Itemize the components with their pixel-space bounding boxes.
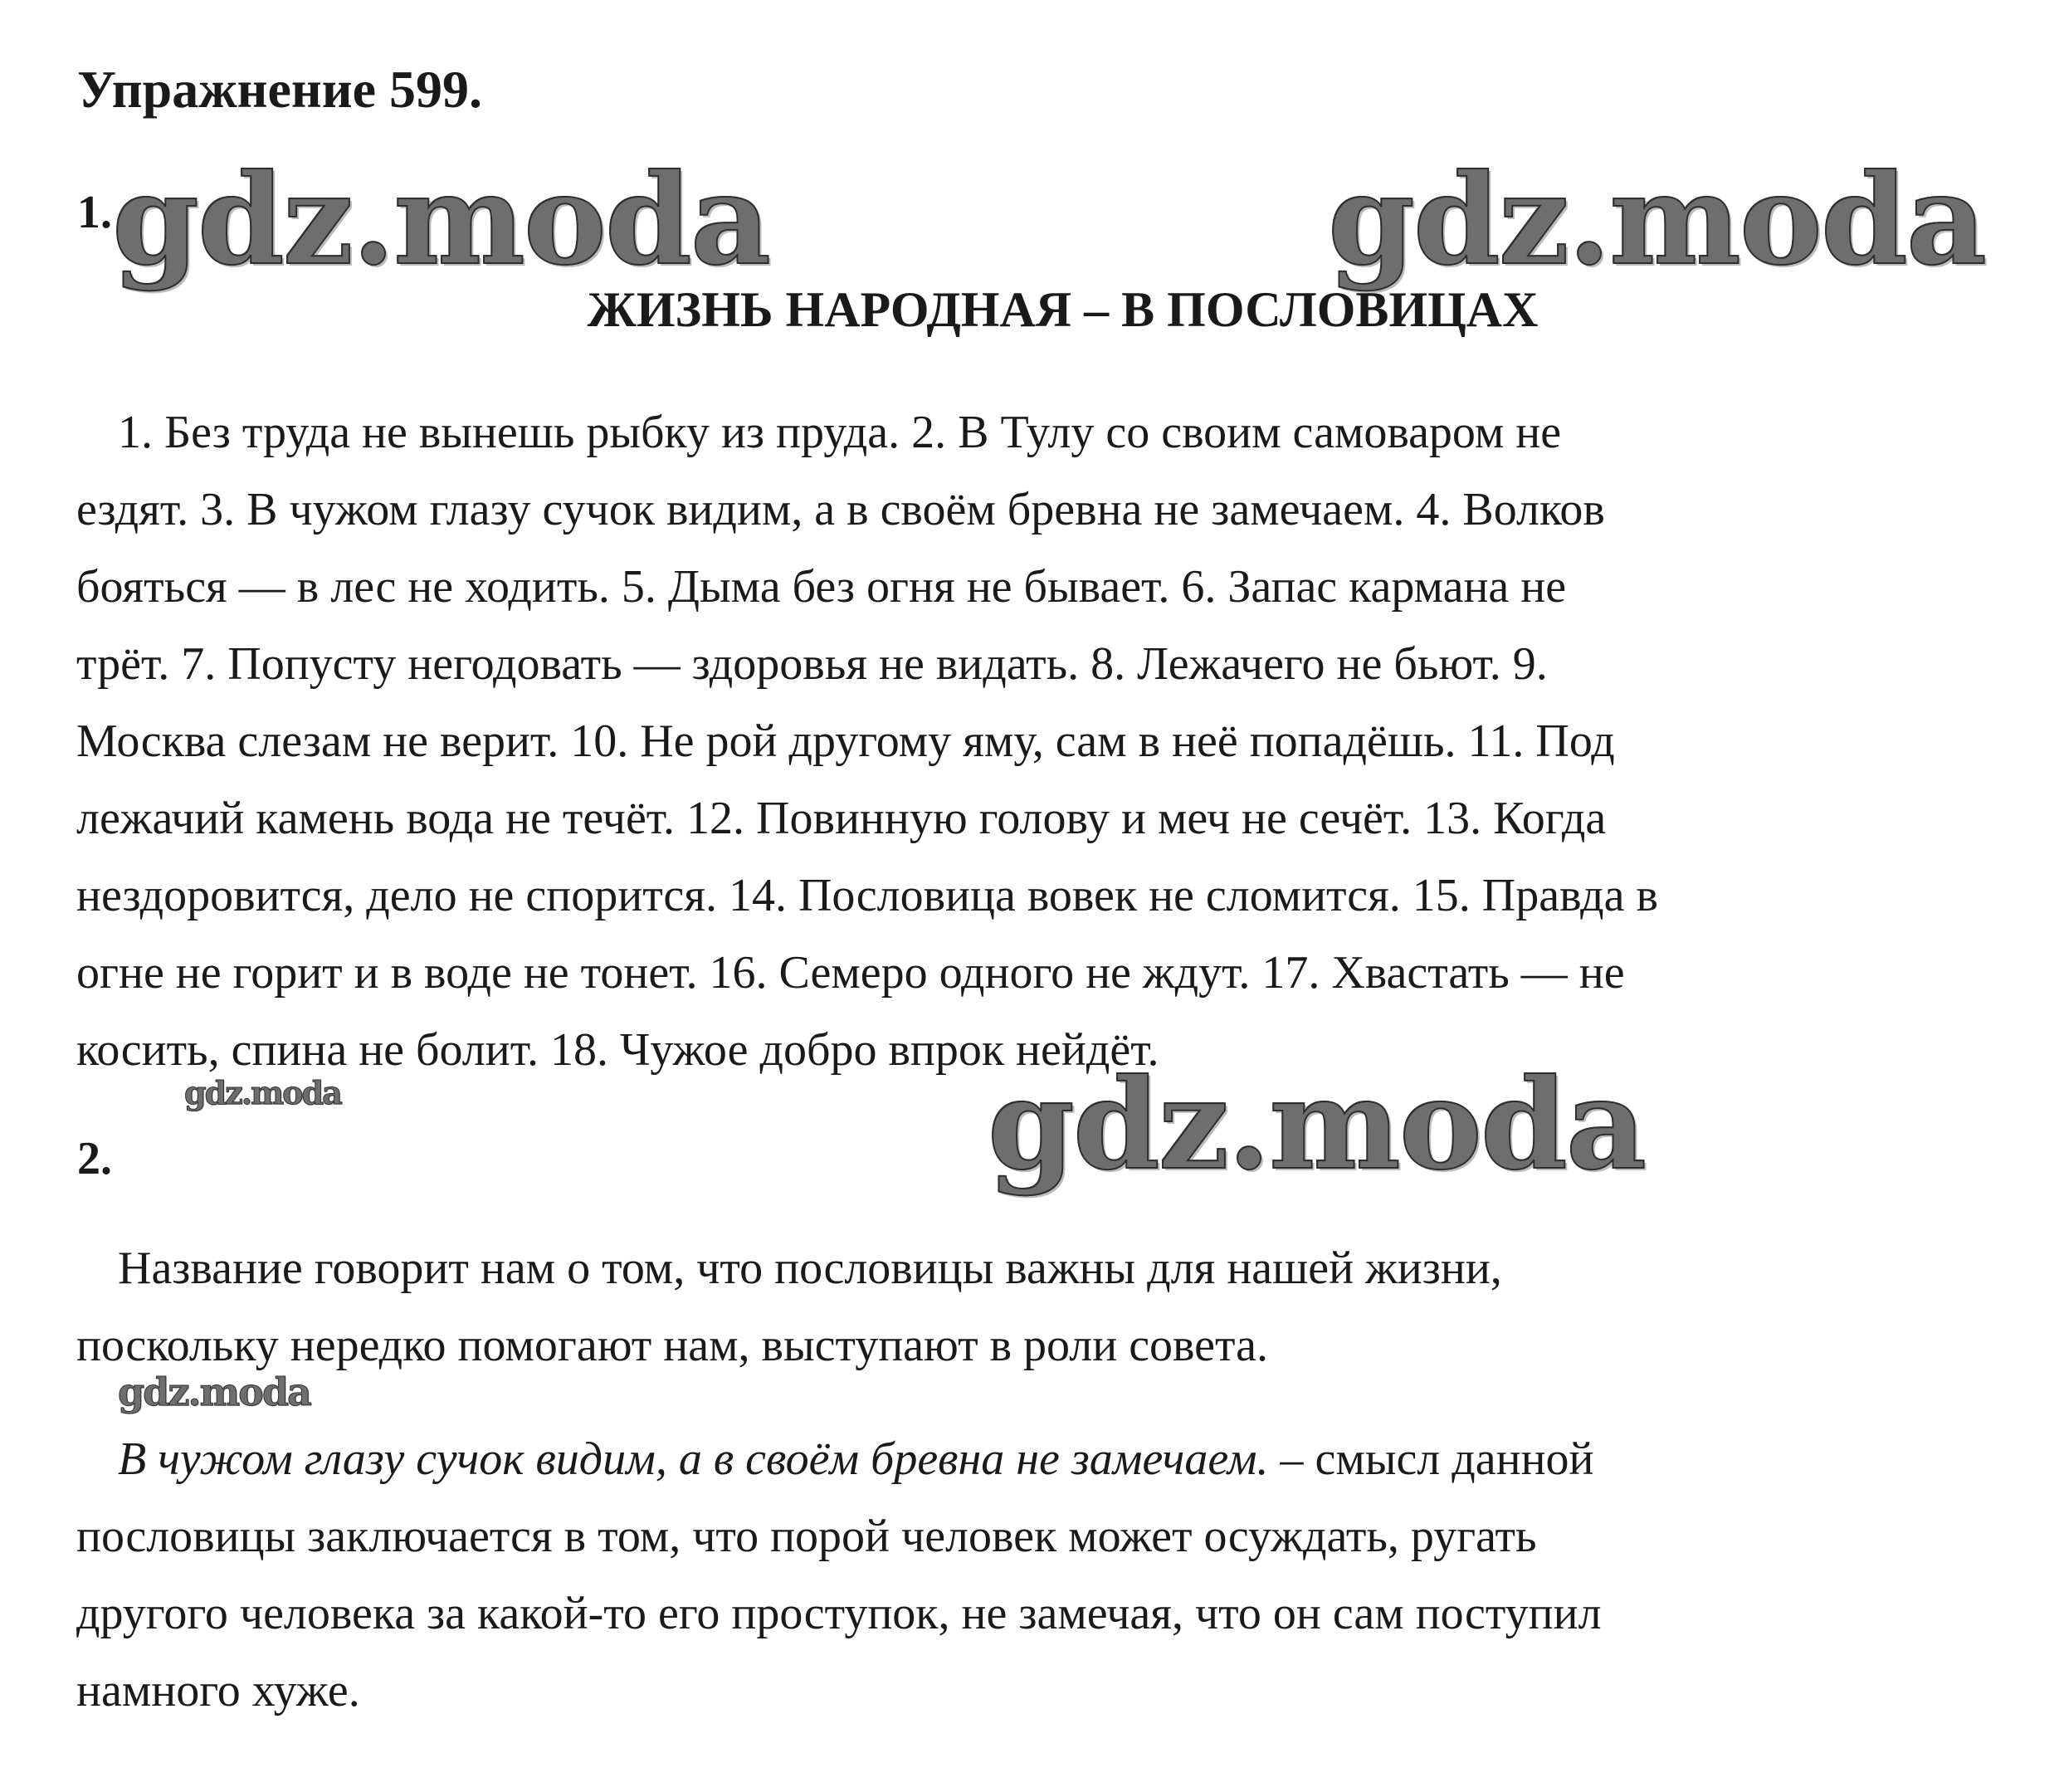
text-line: нездоровится, дело не спорится. 14. Пословица вовек не сломится. 15. Правда в: [76, 870, 1658, 921]
text-line: другого человека за какой-то его проступок, не замечая, что он сам поступил: [76, 1588, 1602, 1639]
answer-paragraph: [76, 1230, 2002, 1384]
watermark-logo: gdz.moda: [988, 1052, 1646, 1198]
text-line: Москва слезам не верит. 10. Не рой другому яму, сам в неё попадёшь. 11. Под: [76, 715, 1615, 767]
proverb-quote: В чужом глазу сучок видим, а в своём бревна не замечаем.: [118, 1433, 1269, 1485]
watermark-logo: gdz.moda: [1328, 147, 1986, 293]
text-line: поскольку нередко помогают нам, выступают в роли совета.: [76, 1320, 1269, 1371]
watermark-logo-small: gdz.moda: [118, 1370, 310, 1414]
watermark-logo: gdz.moda: [112, 147, 770, 293]
text-line: лежачий камень вода не течёт. 12. Повинную голову и меч не сечёт. 13. Когда: [76, 793, 1607, 844]
text-line: [76, 1421, 2002, 1498]
text-line: косить, спина не болит. 18. Чужое добро впрок нейдёт.: [76, 1024, 1159, 1076]
text-line: бояться — в лес не ходить. 5. Дыма без огня не бывает. 6. Запас кармана не: [76, 561, 1567, 613]
text-line: Название говорит нам о том, что пословицы важны для нашей жизни,: [118, 1243, 1502, 1294]
explanation-paragraph: [76, 1421, 2002, 1730]
section-heading: ЖИЗНЬ НАРОДНАЯ – В ПОСЛОВИЦАХ: [587, 282, 1539, 337]
text-line: трёт. 7. Попусту негодовать — здоровья не видать. 8. Лежачего не бьют. 9.: [76, 638, 1548, 690]
text-line: 1. Без труда не вынешь рыбку из пруда. 2. В Тулу со своим самоваром не: [118, 407, 1562, 458]
exercise-title: Упражнение 599.: [77, 60, 483, 119]
text-line: ездят. 3. В чужом глазу сучок видим, а в своём бревна не замечаем. 4. Волков: [76, 484, 1605, 535]
watermark-logo-small: gdz.moda: [184, 1074, 341, 1111]
text-line: огне не горит и в воде не тонет. 16. Семеро одного не ждут. 17. Хвастать — не: [76, 947, 1625, 999]
text-line: намного хуже.: [76, 1665, 360, 1716]
proverbs-paragraph: [76, 394, 2002, 1089]
section-number: 1.: [77, 187, 112, 238]
text-line: пословицы заключается в том, что порой человек может осуждать, ругать: [76, 1511, 1537, 1562]
section-number: 2.: [77, 1133, 112, 1184]
explanation-text: – смысл данной: [1268, 1433, 1594, 1485]
